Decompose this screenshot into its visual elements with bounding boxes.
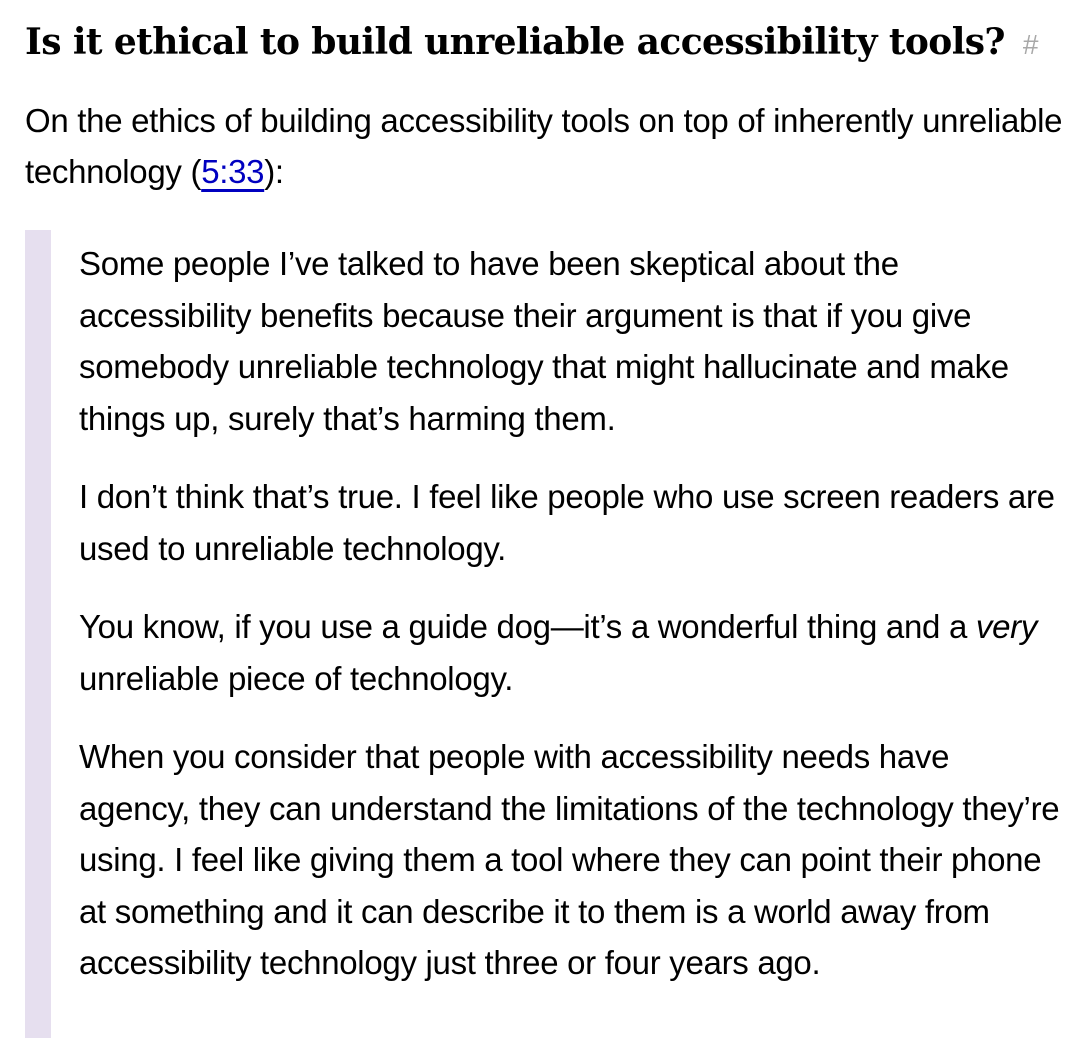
section-heading bbox=[25, 20, 1065, 67]
article bbox=[25, 20, 1065, 1016]
quote-paragraph-3 bbox=[79, 601, 1065, 704]
quote-text-end: unreliable piece of technology. bbox=[79, 659, 514, 697]
blockquote bbox=[25, 230, 1065, 989]
quote-paragraph-2: I don’t think that’s true. I feel like people who use screen readers are used to unreliable technology. bbox=[79, 478, 1055, 567]
heading-anchor-link[interactable]: # bbox=[1022, 29, 1038, 60]
timestamp-link[interactable]: 5:33 bbox=[201, 153, 265, 190]
quote-paragraph-4: When you consider that people with accessibility needs have agency, they can understand the limitations of the technology they’re using. I feel like giving them a tool where they can point their phone at something and it can describe it to them is a world away from accessibility technology just three or four years ago. bbox=[79, 738, 1060, 981]
quote-bar bbox=[25, 230, 51, 1038]
intro-paragraph bbox=[25, 95, 1065, 197]
quote-text: You know, if you use a guide dog—it’s a wonderful thing and a bbox=[79, 608, 976, 645]
emphasis-text: very bbox=[975, 608, 1038, 645]
intro-text-end: ): bbox=[264, 153, 284, 190]
intro-text: On the ethics of building accessibility tools on top of inherently unreliable technology ( bbox=[25, 102, 1063, 190]
heading-title: Is it ethical to build unreliable accessibility tools? bbox=[25, 21, 1005, 63]
quote-paragraph-1: Some people I’ve talked to have been skeptical about the accessibility benefits because their argument is that if you give somebody unreliable technology that might hallucinate and make things up, surely that’s harming them. bbox=[79, 245, 1009, 437]
